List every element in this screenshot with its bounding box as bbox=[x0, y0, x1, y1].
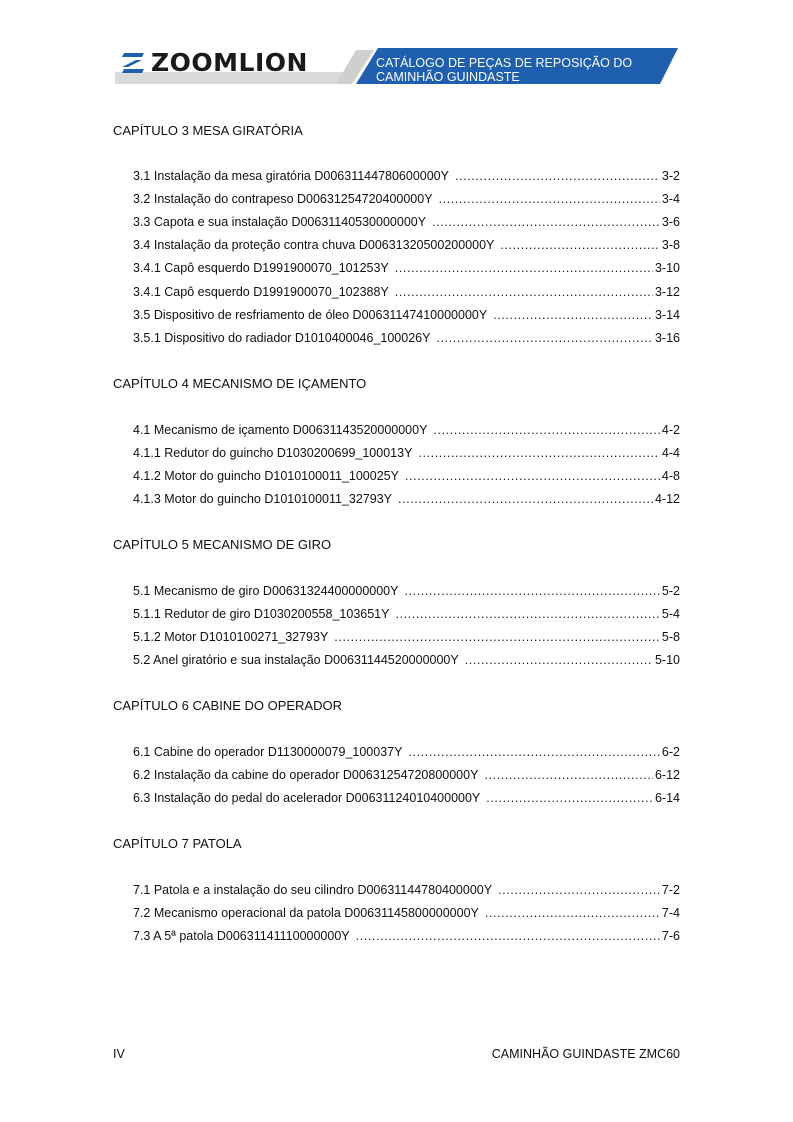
toc-leader-dots bbox=[433, 422, 660, 438]
toc-entry-page: 6-12 bbox=[654, 768, 680, 782]
toc-leader-dots bbox=[486, 790, 653, 806]
toc-entry-text: 7.2 Mecanismo operacional da patola D00631145800000000Y bbox=[133, 906, 479, 920]
toc-entry-text: 6.1 Cabine do operador D1130000079_100037Y bbox=[133, 745, 403, 759]
toc-entry-page: 7-4 bbox=[661, 906, 680, 920]
toc-entry-page: 6-2 bbox=[661, 745, 680, 759]
toc-entry[interactable] bbox=[133, 744, 680, 760]
toc-leader-dots bbox=[498, 882, 660, 898]
toc-leader-dots bbox=[395, 606, 659, 622]
toc-leader-dots bbox=[408, 744, 659, 760]
toc-entry-text: 3.1 Instalação da mesa giratória D00631144780600000Y bbox=[133, 169, 449, 183]
toc-entry[interactable] bbox=[133, 284, 680, 300]
toc-entry[interactable] bbox=[133, 422, 680, 438]
toc-entry[interactable] bbox=[133, 767, 680, 783]
toc-leader-dots bbox=[395, 284, 653, 300]
toc-entry[interactable] bbox=[133, 790, 680, 806]
toc-leader-dots bbox=[356, 928, 660, 944]
toc-entry[interactable] bbox=[133, 882, 680, 898]
toc-leader-dots bbox=[455, 168, 660, 184]
toc-leader-dots bbox=[432, 214, 660, 230]
toc-entry-text: 3.4 Instalação da proteção contra chuva D00631320500200000Y bbox=[133, 238, 495, 252]
toc-entry[interactable] bbox=[133, 905, 680, 921]
toc-entry[interactable] bbox=[133, 330, 680, 346]
toc-entry[interactable] bbox=[133, 491, 680, 507]
chapter-heading: CAPÍTULO 5 MECANISMO DE GIRO bbox=[113, 537, 332, 552]
toc-entry-text: 3.5.1 Dispositivo do radiador D1010400046_100026Y bbox=[133, 331, 431, 345]
toc-leader-dots bbox=[484, 767, 653, 783]
chapter-heading: CAPÍTULO 6 CABINE DO OPERADOR bbox=[113, 698, 342, 713]
toc-leader-dots bbox=[395, 260, 653, 276]
toc-entry[interactable] bbox=[133, 583, 680, 599]
zoomlion-logo bbox=[120, 50, 308, 76]
toc-entry[interactable] bbox=[133, 629, 680, 645]
document-title-line-1: CATÁLOGO DE PEÇAS DE REPOSIÇÃO DO bbox=[376, 56, 633, 70]
chapter-heading: CAPÍTULO 3 MESA GIRATÓRIA bbox=[113, 123, 303, 138]
toc-entry-text: 4.1 Mecanismo de içamento D00631143520000000Y bbox=[133, 423, 428, 437]
toc-entry-text: 5.1.1 Redutor de giro D1030200558_103651Y bbox=[133, 607, 390, 621]
toc-entry-page: 3-12 bbox=[654, 285, 680, 299]
toc-entry-text: 3.3 Capota e sua instalação D00631140530000000Y bbox=[133, 215, 427, 229]
toc-entry[interactable] bbox=[133, 214, 680, 230]
toc-entry[interactable] bbox=[133, 237, 680, 253]
toc-entry-page: 3-2 bbox=[661, 169, 680, 183]
toc-entry[interactable] bbox=[133, 168, 680, 184]
toc-entry-text: 6.2 Instalação da cabine do operador D00631254720800000Y bbox=[133, 768, 479, 782]
toc-entry-page: 4-2 bbox=[661, 423, 680, 437]
document-title-line-2: CAMINHÃO GUINDASTE bbox=[376, 70, 520, 84]
toc-leader-dots bbox=[493, 307, 653, 323]
toc-entry-page: 3-10 bbox=[654, 261, 680, 275]
toc-leader-dots bbox=[465, 652, 653, 668]
footer-document-name: CAMINHÃO GUINDASTE ZMC60 bbox=[491, 1047, 680, 1061]
toc-entry[interactable] bbox=[133, 307, 680, 323]
toc-entry-page: 6-14 bbox=[654, 791, 680, 805]
chapter-heading: CAPÍTULO 7 PATOLA bbox=[113, 836, 242, 851]
toc-entry-text: 6.3 Instalação do pedal do acelerador D00631124010400000Y bbox=[133, 791, 481, 805]
toc-entry-page: 5-8 bbox=[661, 630, 680, 644]
toc-entry-page: 5-10 bbox=[654, 653, 680, 667]
toc-entry[interactable] bbox=[133, 652, 680, 668]
toc-entry-text: 3.2 Instalação do contrapeso D00631254720400000Y bbox=[133, 192, 433, 206]
toc-entry-page: 4-4 bbox=[661, 446, 680, 460]
toc-leader-dots bbox=[418, 445, 660, 461]
toc-entry-text: 4.1.2 Motor do guincho D1010100011_100025Y bbox=[133, 469, 399, 483]
toc-leader-dots bbox=[500, 237, 660, 253]
toc-entry-page: 3-8 bbox=[661, 238, 680, 252]
toc-entry-page: 7-6 bbox=[661, 929, 680, 943]
toc-leader-dots bbox=[398, 491, 653, 507]
toc-entry-text: 5.2 Anel giratório e sua instalação D00631144520000000Y bbox=[133, 653, 459, 667]
logo-text: ZOOMLION bbox=[151, 48, 308, 77]
toc-entry-page: 5-4 bbox=[661, 607, 680, 621]
toc-entry[interactable] bbox=[133, 606, 680, 622]
toc-entry-text: 4.1.3 Motor do guincho D1010100011_32793Y bbox=[133, 492, 393, 506]
toc-entry-page: 3-4 bbox=[661, 192, 680, 206]
toc-entry-page: 7-2 bbox=[661, 883, 680, 897]
toc-entry-text: 7.1 Patola e a instalação do seu cilindro D00631144780400000Y bbox=[133, 883, 493, 897]
toc-entry-page: 4-12 bbox=[654, 492, 680, 506]
toc-entry-page: 3-16 bbox=[654, 331, 680, 345]
toc-entry[interactable] bbox=[133, 468, 680, 484]
toc-entry-page: 5-2 bbox=[661, 584, 680, 598]
toc-leader-dots bbox=[436, 330, 653, 346]
toc-entry-page: 3-14 bbox=[654, 308, 680, 322]
toc-entry-text: 7.3 A 5ª patola D00631141110000000Y bbox=[133, 929, 350, 943]
toc-entry-text: 5.1 Mecanismo de giro D00631324400000000Y bbox=[133, 584, 399, 598]
toc-entry-text: 5.1.2 Motor D1010100271_32793Y bbox=[133, 630, 329, 644]
toc-leader-dots bbox=[405, 468, 660, 484]
toc-leader-dots bbox=[334, 629, 660, 645]
toc-entry[interactable] bbox=[133, 191, 680, 207]
toc-entry-text: 3.4.1 Capô esquerdo D1991900070_102388Y bbox=[133, 285, 389, 299]
toc-entry-text: 3.5 Dispositivo de resfriamento de óleo D00631147410000000Y bbox=[133, 308, 488, 322]
toc-entry-page: 4-8 bbox=[661, 469, 680, 483]
toc-entry[interactable] bbox=[133, 260, 680, 276]
toc-entry-page: 3-6 bbox=[661, 215, 680, 229]
header-banner bbox=[0, 0, 793, 100]
document-title bbox=[376, 56, 676, 84]
footer-page-number: IV bbox=[113, 1047, 125, 1061]
toc-leader-dots bbox=[404, 583, 659, 599]
toc-entry[interactable] bbox=[133, 928, 680, 944]
toc-leader-dots bbox=[485, 905, 660, 921]
toc-entry-text: 3.4.1 Capô esquerdo D1991900070_101253Y bbox=[133, 261, 389, 275]
chapter-heading: CAPÍTULO 4 MECANISMO DE IÇAMENTO bbox=[113, 376, 367, 391]
toc-leader-dots bbox=[439, 191, 660, 207]
toc-entry-text: 4.1.1 Redutor do guincho D1030200699_100013Y bbox=[133, 446, 413, 460]
toc-entry[interactable] bbox=[133, 445, 680, 461]
zoomlion-logo-icon bbox=[120, 51, 146, 75]
